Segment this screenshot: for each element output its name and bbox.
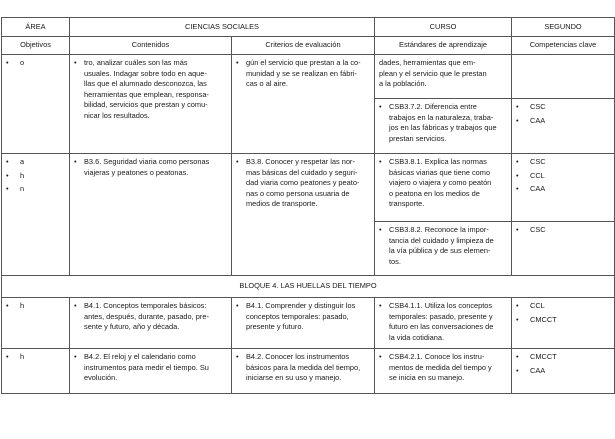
text-line: evolución.: [84, 373, 118, 383]
objetivos-cell: [2, 55, 70, 154]
text-line: CSB4.2.1. Conoce los instru-: [389, 352, 485, 361]
objetivos-cell: [2, 349, 70, 394]
contenidos-cell: • tro, analizar cuáles son las más usuales. Indagar sobre todo en aque- llas que el alumnado desconozca, las herramientas que emplean, responsa- bilidad, servicios que prestan y comu- nicar los resultados.: [70, 55, 232, 154]
table-row: [2, 154, 615, 222]
bloque-title: BLOQUE 4. LAS HUELLAS DEL TIEMPO: [2, 276, 615, 298]
text-line: CSB3.7.2. Diferencia entre: [389, 102, 477, 111]
text-line: CSB4.1.1. Utiliza los conceptos: [389, 301, 493, 310]
text-line: la vida cotidiana.: [389, 332, 445, 342]
text-line: plean y el servicio que le prestan: [379, 68, 487, 78]
text-line: B4.2. El reloj y el calendario como: [84, 352, 196, 361]
text-line: jos en las fábricas y trabajos que: [389, 123, 497, 133]
col-header-estandares: Estándares de aprendizaje: [375, 37, 512, 55]
estandares-cell: • CSB3.7.2. Diferencia entre trabajos en la naturaleza, traba- jos en las fábricas y trabajos que prestan servicios.: [375, 99, 512, 154]
text-line: munidad y se se realizan en fábri-: [246, 68, 357, 78]
contenidos-cell: • B3.6. Seguridad viaria como personas viajeras y peatones o peatonas.: [70, 154, 232, 276]
text-line: tancia del cuidado y limpieza de: [389, 235, 494, 245]
text-line: B3.8. Conocer y respetar las nor-: [246, 157, 355, 166]
competencias-cell: [512, 55, 615, 99]
text-line: temporales: pasado, presente y: [389, 311, 493, 321]
text-line: antes, después, durante, pasado, pre-: [84, 311, 209, 321]
area-label: ÁREA: [2, 18, 70, 37]
competencias-cell: [512, 222, 615, 276]
text-line: B3.6. Seguridad viaria como personas: [84, 157, 210, 166]
col-header-objetivos: Objetivos: [2, 37, 70, 55]
list-item: • a: [6, 157, 65, 168]
list-item: • CAA: [516, 366, 610, 377]
list-item: • CCL: [516, 171, 610, 182]
text-line: herramientas que emplean, responsa-: [84, 89, 209, 99]
list-item: • h: [6, 352, 65, 363]
list-item: • CAA: [516, 116, 610, 127]
contenidos-cell: • B4.1. Conceptos temporales básicos: antes, después, durante, pasado, pre- sente y futuro, año y década.: [70, 298, 232, 349]
text-line: mas básicas del cuidado y seguri-: [246, 167, 358, 177]
text-line: prestan servicios.: [389, 133, 447, 143]
text-line: futuro en las conversaciones de: [389, 322, 494, 332]
text-line: mentos de medida del tiempo y: [389, 362, 492, 372]
text-line: básicos para la medida del tiempo,: [246, 362, 361, 372]
list-item: • CMCCT: [516, 352, 610, 363]
text-line: conceptos temporales: pasado,: [246, 311, 349, 321]
text-line: o peatona en los medios de: [389, 188, 480, 198]
table-row: [2, 349, 615, 394]
list-item: • h: [6, 171, 65, 182]
estandares-cell: • CSB4.2.1. Conoce los instru- mentos de medida del tiempo y se inicia en su manejo.: [375, 349, 512, 394]
text-line: dades, herramientas que em-: [379, 58, 476, 67]
objetivos-cell: [2, 298, 70, 349]
curso-value: SEGUNDO: [512, 18, 615, 37]
text-line: gún el servicio que prestan a la co-: [246, 58, 361, 67]
estandares-cell: • CSB3.8.2. Reconoce la impor- tancia del cuidado y limpieza de la vía pública y de sus elemen- tos.: [375, 222, 512, 276]
objetivos-cell: [2, 154, 70, 276]
text-line: básicas viarias que tiene como: [389, 167, 491, 177]
text-line: trabajos en la naturaleza, traba-: [389, 112, 494, 122]
list-item: • CMCCT: [516, 315, 610, 326]
text-line: nicar los resultados.: [84, 110, 150, 120]
list-item: • n: [6, 184, 65, 195]
competencias-cell: [512, 298, 615, 349]
list-item: • CSC: [516, 157, 610, 168]
estandares-cell: [375, 55, 512, 99]
text-line: sente y futuro, año y década.: [84, 322, 180, 332]
list-item: • o: [6, 58, 65, 69]
text-line: dad viaria como peatones y peato-: [246, 178, 360, 188]
text-line: tro, analizar cuáles son las más: [84, 58, 188, 67]
competencias-cell: [512, 349, 615, 394]
list-item: • CCL: [516, 301, 610, 312]
list-item: • h: [6, 301, 65, 312]
list-item: • CAA: [516, 184, 610, 195]
text-line: presente y futuro.: [246, 322, 304, 332]
text-line: transporte.: [389, 199, 425, 209]
col-header-competencias: Competencias clave: [512, 37, 615, 55]
bloque-row: [2, 276, 615, 298]
estandares-cell: • CSB4.1.1. Utiliza los conceptos temporales: pasado, presente y futuro en las conversaciones de la vida cotidiana.: [375, 298, 512, 349]
text-line: viajero o viajera y como peatón: [389, 178, 492, 188]
col-header-contenidos: Contenidos: [70, 37, 232, 55]
text-line: B4.1. Comprender y distinguir los: [246, 301, 356, 310]
curriculum-table: [1, 17, 615, 394]
text-line: medios de transporte.: [246, 199, 318, 209]
text-line: llas que el alumnado desconozca, las: [84, 79, 207, 89]
text-line: bilidad, servicios que prestan y comu-: [84, 100, 208, 110]
header-row-area: [2, 18, 615, 37]
text-line: B4.1. Conceptos temporales básicos:: [84, 301, 207, 310]
list-item: • CSC: [516, 225, 610, 236]
col-header-criterios: Criterios de evaluación: [232, 37, 375, 55]
text-line: iniciarse en su uso y manejo.: [246, 373, 342, 383]
text-line: B4.2. Conocer los instrumentos: [246, 352, 350, 361]
text-line: a la población.: [379, 79, 427, 89]
criterios-cell: • B4.2. Conocer los instrumentos básicos para la medida del tiempo, iniciarse en su uso y manejo.: [232, 349, 375, 394]
area-value: CIENCIAS SOCIALES: [70, 18, 375, 37]
estandares-cell: • CSB3.8.1. Explica las normas básicas viarias que tiene como viajero o viajera y como peatón o peatona en los medios de transporte.: [375, 154, 512, 222]
contenidos-cell: • B4.2. El reloj y el calendario como instrumentos para medir el tiempo. Su evolución.: [70, 349, 232, 394]
text-line: viajeras y peatones o peatonas.: [84, 167, 189, 177]
text-line: se inicia en su manejo.: [389, 373, 465, 383]
curso-label: CURSO: [375, 18, 512, 37]
text-line: instrumentos para medir el tiempo. Su: [84, 362, 209, 372]
text-line: nas o como persona usuaria de: [246, 188, 350, 198]
list-item: • CSC: [516, 102, 610, 113]
text-line: cas o al aire.: [246, 79, 288, 89]
header-row-columns: [2, 37, 615, 55]
text-line: CSB3.8.2. Reconoce la impor-: [389, 225, 489, 234]
text-line: tos.: [389, 256, 401, 266]
text-line: usuales. Indagar sobre todo en aque-: [84, 68, 207, 78]
table-row: [2, 298, 615, 349]
text-line: la vía pública y de sus elemen-: [389, 246, 491, 256]
criterios-cell: • B4.1. Comprender y distinguir los conceptos temporales: pasado, presente y futuro.: [232, 298, 375, 349]
text-line: CSB3.8.1. Explica las normas: [389, 157, 487, 166]
competencias-cell: [512, 99, 615, 154]
criterios-cell: • gún el servicio que prestan a la co- munidad y se se realizan en fábri- cas o al aire.: [232, 55, 375, 154]
table-row: [2, 55, 615, 99]
competencias-cell: [512, 154, 615, 222]
criterios-cell: • B3.8. Conocer y respetar las nor- mas básicas del cuidado y seguri- dad viaria como peatones y peato- nas o como persona usuaria de medios de transporte.: [232, 154, 375, 276]
